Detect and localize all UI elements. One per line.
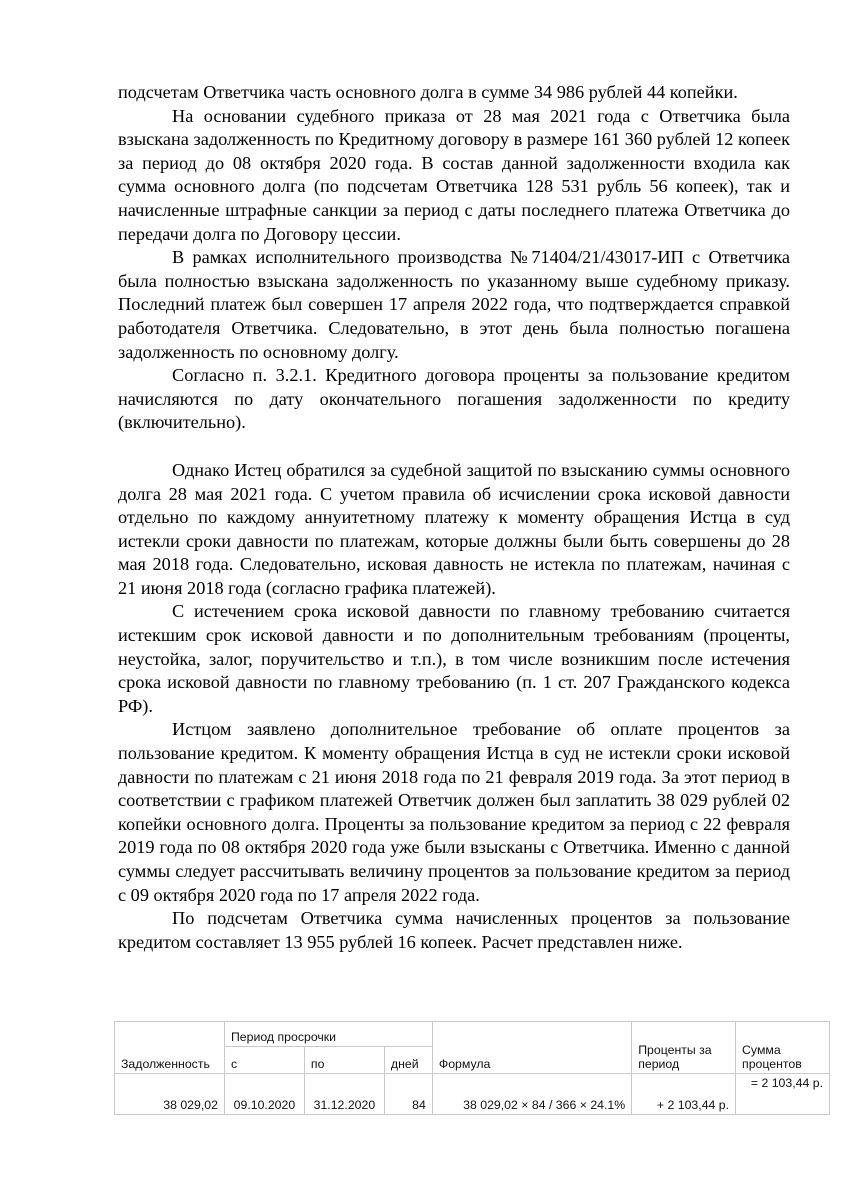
interest-calculation-table xyxy=(114,1021,830,1115)
cell-formula: 38 029,02 × 84 / 366 × 24.1% xyxy=(432,1074,631,1115)
paragraph: подсчетам Ответчика часть основного долга в сумме 34 986 рублей 44 копейки. xyxy=(118,82,738,102)
cell-days: 84 xyxy=(384,1074,432,1115)
header-formula: Формула xyxy=(432,1022,631,1074)
header-debt: Задолженность xyxy=(115,1022,225,1074)
header-interest-period: Проценты за период xyxy=(632,1022,736,1074)
header-from: с xyxy=(224,1047,304,1074)
header-interest-sum: Сумма процентов xyxy=(736,1022,830,1074)
paragraph: Согласно п. 3.2.1. Кредитного договора проценты за пользование кредитом начисляются по дату окончательного погашения задолженности по кредиту (включительно). xyxy=(118,365,790,433)
paragraph: По подсчетам Ответчика сумма начисленных процентов за пользование кредитом составляет 13 955 рублей 16 копеек. Расчет представлен ниже. xyxy=(118,908,790,952)
cell-interest-sum: = 2 103,44 р. xyxy=(736,1074,830,1115)
document-page xyxy=(118,81,790,954)
cell-to: 31.12.2020 xyxy=(304,1074,384,1115)
paragraph: С истечением срока исковой давности по главному требованию считается истекшим срок исковой давности и по дополнительным требованиям (проценты, неустойка, залог, поручительство и т.п.), в том числе возникшим после истечения срока исковой давности по главному требованию (п. 1 ст. 207 Гражданского кодекса РФ). xyxy=(118,601,790,716)
header-to: по xyxy=(304,1047,384,1074)
header-days: дней xyxy=(384,1047,432,1074)
paragraph: На основании судебного приказа от 28 мая 2021 года с Ответчика была взыскана задолженность по Кредитному договору в размере 161 360 рублей 12 копеек за период до 08 октября 2020 года. В состав данной задолженности входила как сумма основного долга (по подсчетам Ответчика 128 531 рубль 56 копеек), так и начисленные штрафные санкции за период с даты последнего платежа Ответчика до передачи долга по Договору цессии. xyxy=(118,105,790,244)
header-period: Период просрочки xyxy=(224,1022,432,1047)
paragraph: Однако Истец обратился за судебной защитой по взысканию суммы основного долга 28 мая 2021 года. С учетом правила об исчислении срока исковой давности отдельно по каждому аннуитетному платежу к моменту обращения Истца в суд истекли сроки давности по платежам, которые должны были быть совершены до 28 мая 2018 года. Следовательно, исковая давность не истекла по платежам, начиная с 21 июня 2018 года (согласно графика платежей). xyxy=(118,459,790,598)
cell-from: 09.10.2020 xyxy=(224,1074,304,1115)
table-row xyxy=(115,1074,830,1115)
paragraph: Истцом заявлено дополнительное требование об оплате процентов за пользование кредитом. К моменту обращения Истца в суд не истекли сроки исковой давности по платежам с 21 июня 2018 года по 21 февраля 2019 года. За этот период в соответствии с графиком платежей Ответчик должен был заплатить 38 029 рублей 02 копейки основного долга. Проценты за пользование кредитом за период с 22 февраля 2019 года по 08 октября 2020 года уже были взысканы с Ответчика. Именно с данной суммы следует рассчитывать величину процентов за пользование кредитом за период с 09 октября 2020 года по 17 апреля 2022 года. xyxy=(118,719,790,905)
cell-interest-period: + 2 103,44 р. xyxy=(632,1074,736,1115)
paragraph: В рамках исполнительного производства №71404/21/43017-ИП с Ответчика была полностью взыскана задолженность по указанному выше судебному приказу. Последний платеж был совершен 17 апреля 2022 года, что подтверждается справкой работодателя Ответчика. Следовательно, в этот день была полностью погашена задолженность по основному долгу. xyxy=(118,247,790,362)
cell-debt: 38 029,02 xyxy=(115,1074,225,1115)
